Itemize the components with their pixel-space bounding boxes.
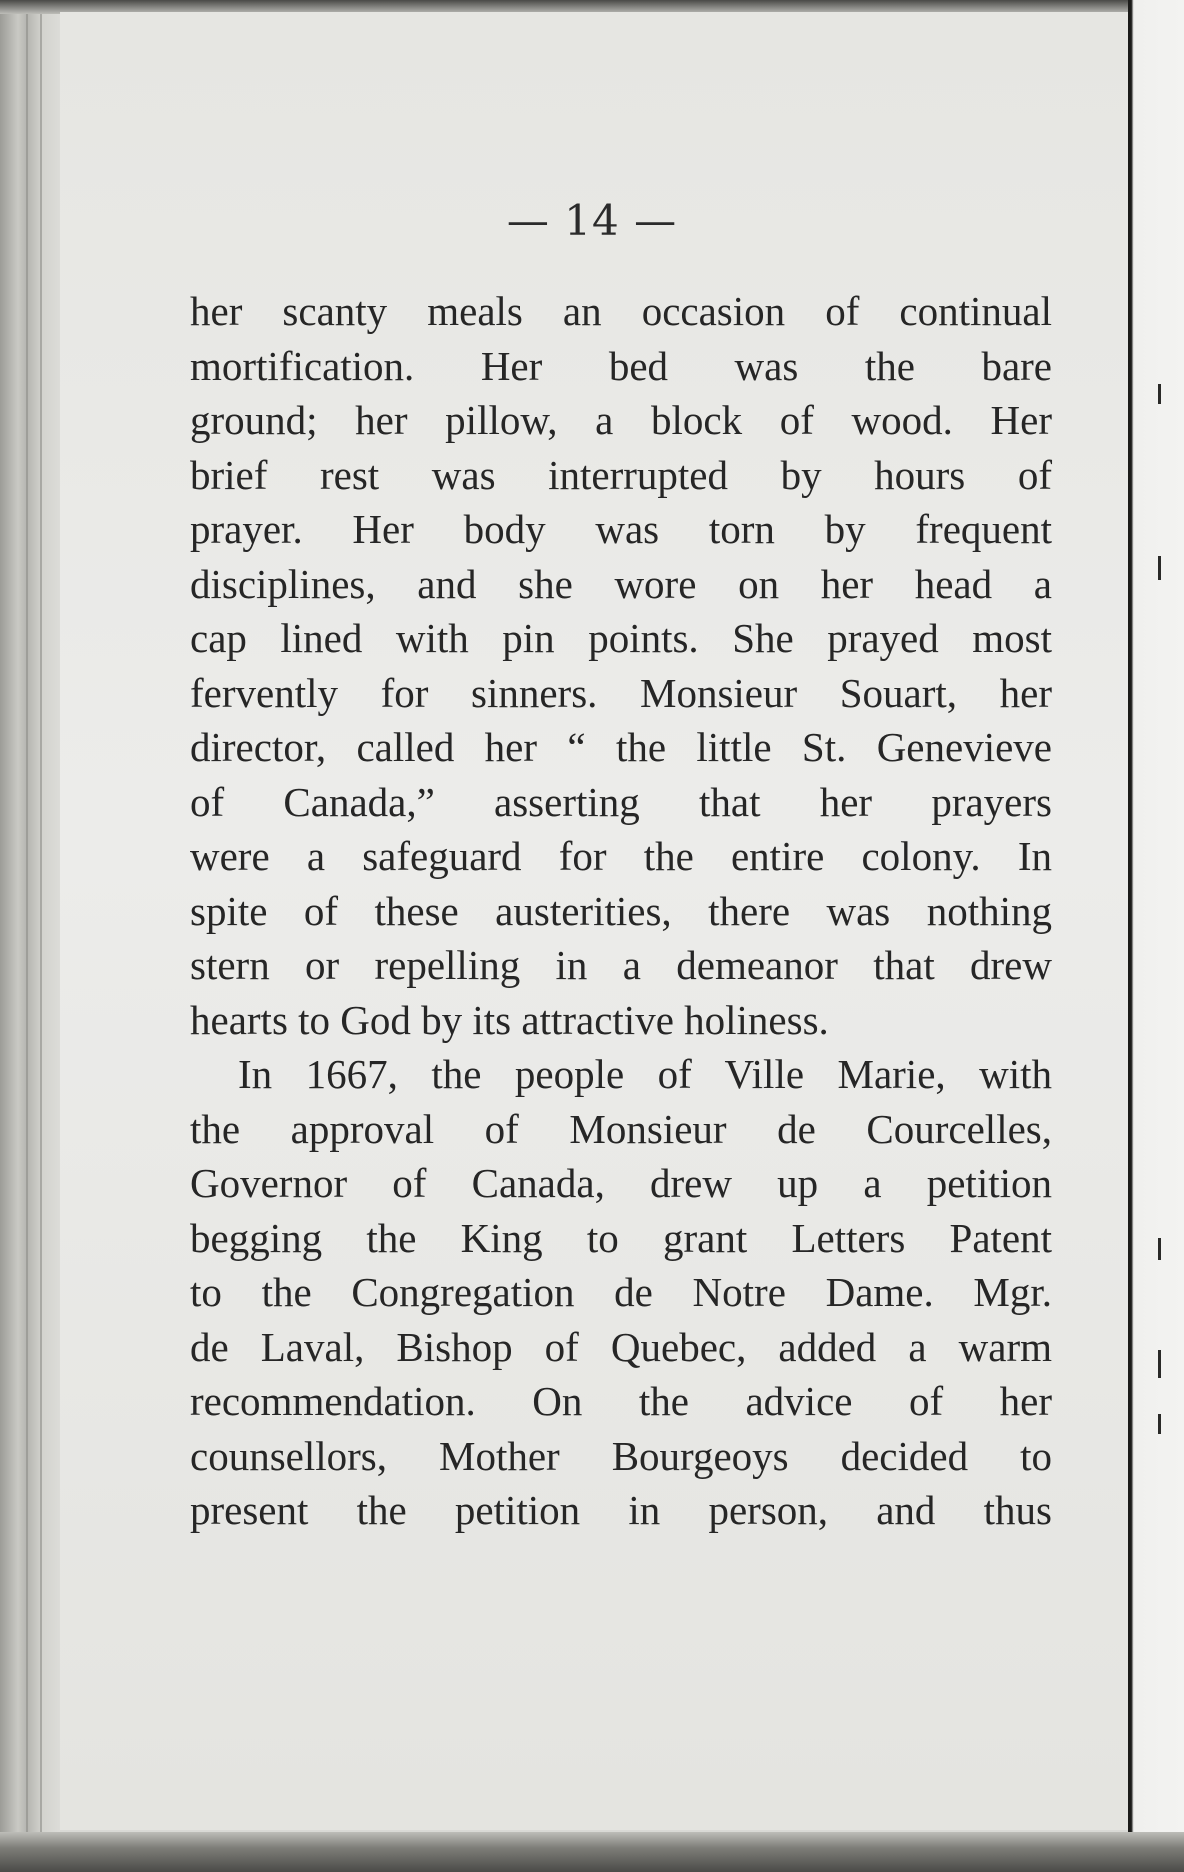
text-line: the approval of Monsieur de Courcelles, (190, 1105, 1052, 1152)
text-line: disciplines, and she wore on her head a (190, 560, 1052, 607)
body-text (190, 284, 1052, 1538)
text-line: to the Congregation de Notre Dame. Mgr. (190, 1269, 1052, 1315)
gutter-line (26, 0, 28, 1872)
text-line: counsellors, Mother Bourgeoys decided to (190, 1432, 1052, 1479)
text-line: her scanty meals an occasion of continual (190, 288, 1052, 334)
text-line: cap lined with pin points. She prayed most (190, 615, 1052, 661)
edge-mark (1158, 1238, 1161, 1260)
gutter-line (40, 0, 42, 1872)
text-line: prayer. Her body was torn by frequent (190, 506, 1052, 552)
text-line: recommendation. On the advice of her (190, 1378, 1052, 1424)
text-line: spite of these austerities, there was nothing (190, 887, 1052, 934)
page-right-edge (1128, 0, 1184, 1872)
edge-mark (1158, 1414, 1161, 1434)
book-gutter (0, 0, 60, 1872)
edge-mark (1158, 1350, 1161, 1378)
page-number: — 14 — (506, 196, 678, 245)
text-line: stern or repelling in a demeanor that drew (190, 942, 1052, 988)
text-line: present the petition in person, and thus (190, 1487, 1052, 1533)
text-line: de Laval, Bishop of Quebec, added a warm (190, 1323, 1052, 1370)
edge-mark (1158, 556, 1161, 580)
text-line: Governor of Canada, drew up a petition (190, 1160, 1052, 1206)
text-line: fervently for sinners. Monsieur Souart, her (190, 669, 1052, 716)
bottom-shadow (0, 1832, 1184, 1872)
text-line: begging the King to grant Letters Patent (190, 1214, 1052, 1261)
paragraph-start-line: In 1667, the people of Ville Marie, with (238, 1051, 1052, 1097)
text-line: mortification. Her bed was the bare (190, 342, 1052, 389)
text-line: director, called her “ the little St. Genevieve (190, 724, 1052, 770)
text-line: of Canada,” asserting that her prayers (190, 778, 1052, 825)
text-line: ground; her pillow, a block of wood. Her (190, 397, 1052, 443)
text-line: brief rest was interrupted by hours of (190, 451, 1052, 498)
text-line: hearts to God by its attractive holiness. (190, 996, 829, 1043)
text-line: were a safeguard for the entire colony. In (190, 833, 1052, 879)
edge-mark (1158, 384, 1161, 404)
